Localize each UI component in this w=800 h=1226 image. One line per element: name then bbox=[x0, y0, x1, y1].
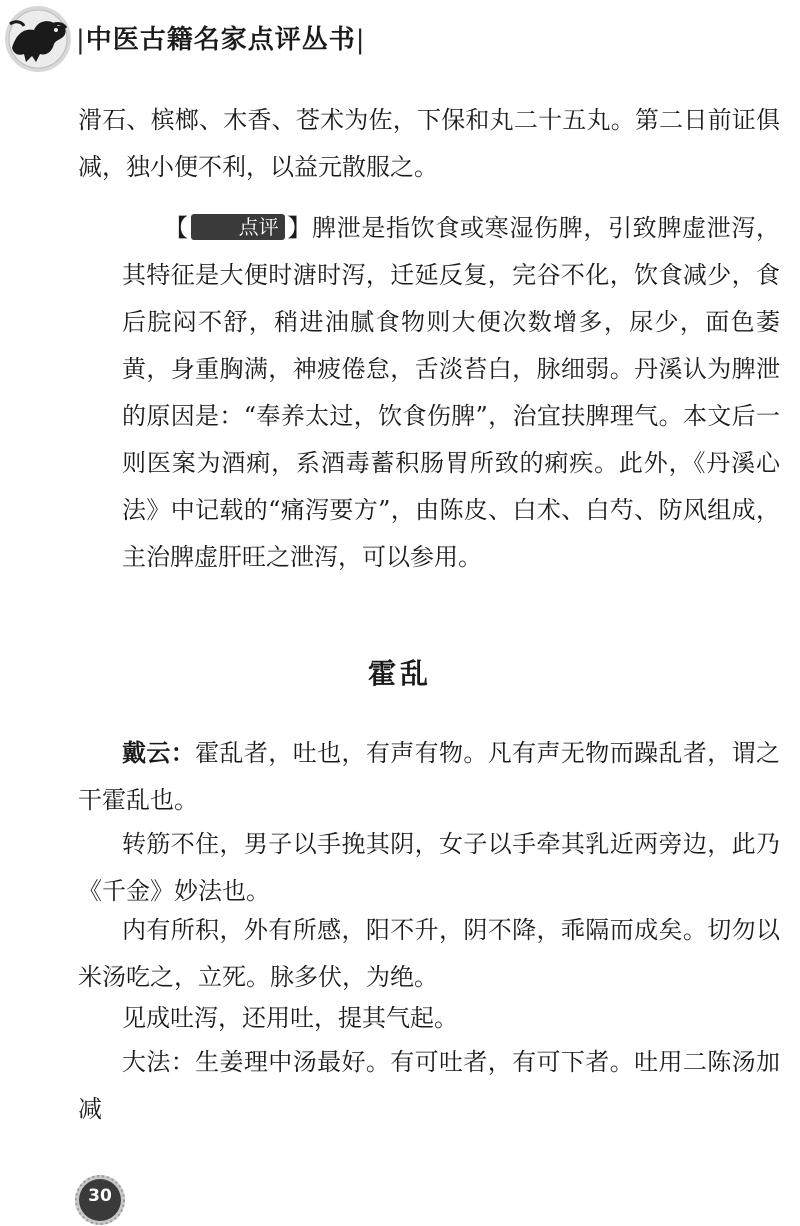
paragraph-text: 滑石、槟榔、木香、苍术为佐，下保和丸二十五丸。第二日前证俱减，独小便不利，以益元散服之。 bbox=[78, 106, 780, 181]
paragraph bbox=[78, 907, 780, 1001]
comment-close-bracket: 】 bbox=[286, 214, 313, 242]
paragraph-text: 见成吐泻，还用吐，提其气起。 bbox=[122, 1004, 458, 1032]
paragraph bbox=[78, 730, 780, 824]
commentary-text: 脾泄是指饮食或寒湿伤脾，引致脾虚泄泻，其特征是大便时溏时泻，迁延反复，完谷不化，饮食减少，食后脘闷不舒，稍进油腻食物则大便次数增多，尿少，面色萎黄，身重胸满，神疲倦怠，舌淡苔白，脉细弱。丹溪认为脾泄的原因是：“奉养太过，饮食伤脾”，治宜扶脾理气。本文后一则医案为酒痢，系酒毒蓄积肠胃所致的痢疾。此外，《丹溪心法》中记载的“痛泻要方”，由陈皮、白术、白芍、防风组成，主治脾虚肝旺之泄泻，可以参用。 bbox=[122, 214, 781, 571]
paragraph-text: 转筋不住，男子以手挽其阴，女子以手牵其乳近两旁边，此乃《千金》妙法也。 bbox=[78, 830, 780, 905]
mythical-beast-emblem-icon bbox=[2, 4, 74, 74]
paragraph bbox=[78, 821, 780, 915]
paragraph bbox=[78, 995, 780, 1042]
commentary-block bbox=[122, 205, 780, 581]
comment-open-bracket: 【 bbox=[164, 214, 189, 242]
page-header bbox=[0, 0, 800, 80]
speaker-label: 戴云： bbox=[122, 739, 196, 767]
paragraph bbox=[78, 1039, 780, 1133]
paragraph-text: 霍乱者，吐也，有声有物。凡有声无物而躁乱者，谓之干霍乱也。 bbox=[78, 739, 781, 814]
page-number: 30 bbox=[88, 1186, 112, 1206]
commentary-tag: 点评 bbox=[191, 214, 285, 240]
paragraph-text: 大法：生姜理中汤最好。有可吐者，有可下者。吐用二陈汤加减 bbox=[78, 1048, 780, 1123]
section-title: 霍乱 bbox=[367, 657, 432, 690]
paragraph bbox=[78, 97, 780, 191]
series-title: |中医古籍名家点评丛书| bbox=[76, 25, 366, 55]
paragraph-text: 内有所积，外有所感，阳不升，阴不降，乖隔而成矣。切勿以米汤吃之，立死。脉多伏，为绝。 bbox=[78, 916, 780, 991]
